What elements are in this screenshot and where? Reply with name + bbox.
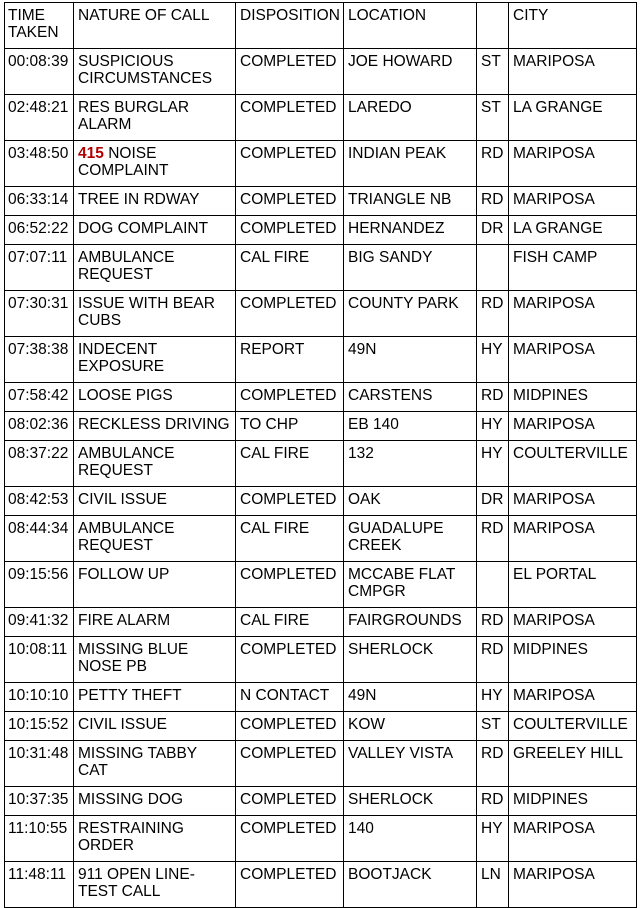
cell-nature: CIVIL ISSUE: [74, 712, 236, 741]
cell-location: JOE HOWARD: [344, 49, 477, 95]
cell-location: SHERLOCK: [344, 637, 477, 683]
cell-time: 10:15:52: [5, 712, 74, 741]
cell-time: 02:48:21: [5, 95, 74, 141]
cell-nature: PETTY THEFT: [74, 683, 236, 712]
cell-suffix: HY: [477, 441, 509, 487]
cell-city: EL PORTAL: [509, 562, 637, 608]
call-log-table: [4, 2, 637, 908]
cell-nature: TREE IN RDWAY: [74, 187, 236, 216]
cell-location: 132: [344, 441, 477, 487]
cell-location: COUNTY PARK: [344, 291, 477, 337]
table-row: [5, 487, 637, 516]
cell-disposition: COMPLETED: [236, 712, 344, 741]
table-row: [5, 441, 637, 487]
cell-time: 10:37:35: [5, 787, 74, 816]
cell-nature: MISSING TABBY CAT: [74, 741, 236, 787]
cell-city: MIDPINES: [509, 637, 637, 683]
nature-text: NOISE COMPLAINT: [78, 145, 169, 179]
cell-city: FISH CAMP: [509, 245, 637, 291]
cell-suffix: RD: [477, 516, 509, 562]
cell-nature: [74, 141, 236, 187]
cell-city: MARIPOSA: [509, 187, 637, 216]
cell-city: COULTERVILLE: [509, 441, 637, 487]
table-row: [5, 787, 637, 816]
cell-location: VALLEY VISTA: [344, 741, 477, 787]
cell-location: BOOTJACK: [344, 862, 477, 908]
table-row: [5, 712, 637, 741]
cell-disposition: CAL FIRE: [236, 441, 344, 487]
cell-suffix: [477, 562, 509, 608]
cell-time: 11:10:55: [5, 816, 74, 862]
cell-nature: SUSPICIOUS CIRCUMSTANCES: [74, 49, 236, 95]
cell-disposition: COMPLETED: [236, 187, 344, 216]
cell-location: BIG SANDY: [344, 245, 477, 291]
table-row: [5, 816, 637, 862]
cell-city: MARIPOSA: [509, 862, 637, 908]
cell-disposition: TO CHP: [236, 412, 344, 441]
cell-disposition: CAL FIRE: [236, 608, 344, 637]
header-time-taken: TIME TAKEN: [5, 3, 74, 49]
cell-nature: AMBULANCE REQUEST: [74, 245, 236, 291]
cell-location: 49N: [344, 337, 477, 383]
cell-city: LA GRANGE: [509, 216, 637, 245]
cell-disposition: COMPLETED: [236, 291, 344, 337]
table-row: [5, 516, 637, 562]
cell-location: 49N: [344, 683, 477, 712]
table-row: [5, 49, 637, 95]
cell-suffix: RD: [477, 608, 509, 637]
cell-location: CARSTENS: [344, 383, 477, 412]
cell-time: 07:07:11: [5, 245, 74, 291]
cell-nature: ISSUE WITH BEAR CUBS: [74, 291, 236, 337]
cell-suffix: RD: [477, 383, 509, 412]
cell-suffix: [477, 245, 509, 291]
cell-city: MARIPOSA: [509, 291, 637, 337]
cell-nature: INDECENT EXPOSURE: [74, 337, 236, 383]
cell-suffix: RD: [477, 741, 509, 787]
cell-location: HERNANDEZ: [344, 216, 477, 245]
cell-disposition: COMPLETED: [236, 562, 344, 608]
cell-disposition: REPORT: [236, 337, 344, 383]
cell-disposition: COMPLETED: [236, 862, 344, 908]
table-row: [5, 608, 637, 637]
cell-city: MARIPOSA: [509, 49, 637, 95]
cell-location: EB 140: [344, 412, 477, 441]
cell-suffix: DR: [477, 216, 509, 245]
nature-code: 415: [78, 145, 104, 162]
cell-suffix: RD: [477, 141, 509, 187]
cell-disposition: CAL FIRE: [236, 245, 344, 291]
cell-time: 08:44:34: [5, 516, 74, 562]
header-location: LOCATION: [344, 3, 477, 49]
table-row: [5, 187, 637, 216]
cell-disposition: COMPLETED: [236, 49, 344, 95]
cell-suffix: RD: [477, 187, 509, 216]
cell-time: 00:08:39: [5, 49, 74, 95]
cell-nature: MISSING DOG: [74, 787, 236, 816]
table-row: [5, 562, 637, 608]
cell-nature: RES BURGLAR ALARM: [74, 95, 236, 141]
cell-time: 08:37:22: [5, 441, 74, 487]
table-row: [5, 683, 637, 712]
cell-suffix: HY: [477, 337, 509, 383]
cell-location: FAIRGROUNDS: [344, 608, 477, 637]
cell-suffix: DR: [477, 487, 509, 516]
header-row: [5, 3, 637, 49]
table-row: [5, 291, 637, 337]
cell-disposition: COMPLETED: [236, 141, 344, 187]
call-log-body: [5, 3, 637, 908]
cell-city: MARIPOSA: [509, 516, 637, 562]
table-row: [5, 141, 637, 187]
cell-nature: CIVIL ISSUE: [74, 487, 236, 516]
cell-city: MARIPOSA: [509, 337, 637, 383]
cell-time: 09:15:56: [5, 562, 74, 608]
cell-suffix: ST: [477, 49, 509, 95]
cell-city: MARIPOSA: [509, 141, 637, 187]
cell-location: 140: [344, 816, 477, 862]
table-row: [5, 862, 637, 908]
cell-location: LAREDO: [344, 95, 477, 141]
cell-city: MIDPINES: [509, 787, 637, 816]
cell-nature: AMBULANCE REQUEST: [74, 516, 236, 562]
cell-disposition: COMPLETED: [236, 383, 344, 412]
cell-disposition: COMPLETED: [236, 487, 344, 516]
cell-time: 10:08:11: [5, 637, 74, 683]
cell-time: 11:48:11: [5, 862, 74, 908]
cell-suffix: LN: [477, 862, 509, 908]
cell-time: 06:33:14: [5, 187, 74, 216]
table-row: [5, 95, 637, 141]
cell-suffix: ST: [477, 95, 509, 141]
cell-disposition: COMPLETED: [236, 637, 344, 683]
cell-time: 07:38:38: [5, 337, 74, 383]
cell-disposition: COMPLETED: [236, 787, 344, 816]
cell-suffix: RD: [477, 291, 509, 337]
cell-location: GUADALUPE CREEK: [344, 516, 477, 562]
cell-time: 07:58:42: [5, 383, 74, 412]
cell-time: 10:10:10: [5, 683, 74, 712]
cell-location: OAK: [344, 487, 477, 516]
cell-location: MCCABE FLAT CMPGR: [344, 562, 477, 608]
cell-nature: AMBULANCE REQUEST: [74, 441, 236, 487]
cell-nature: MISSING BLUE NOSE PB: [74, 637, 236, 683]
table-row: [5, 245, 637, 291]
cell-suffix: HY: [477, 412, 509, 441]
cell-suffix: ST: [477, 712, 509, 741]
call-log-container: [4, 2, 637, 908]
header-city: CITY: [509, 3, 637, 49]
header-disposition: DISPOSITION: [236, 3, 344, 49]
cell-suffix: RD: [477, 637, 509, 683]
table-row: [5, 637, 637, 683]
cell-time: 06:52:22: [5, 216, 74, 245]
cell-disposition: N CONTACT: [236, 683, 344, 712]
cell-city: LA GRANGE: [509, 95, 637, 141]
cell-city: MARIPOSA: [509, 412, 637, 441]
cell-city: MIDPINES: [509, 383, 637, 412]
cell-disposition: COMPLETED: [236, 216, 344, 245]
cell-disposition: CAL FIRE: [236, 516, 344, 562]
cell-time: 10:31:48: [5, 741, 74, 787]
table-row: [5, 741, 637, 787]
cell-location: KOW: [344, 712, 477, 741]
cell-disposition: COMPLETED: [236, 741, 344, 787]
cell-nature: FOLLOW UP: [74, 562, 236, 608]
cell-time: 07:30:31: [5, 291, 74, 337]
cell-suffix: HY: [477, 816, 509, 862]
cell-time: 03:48:50: [5, 141, 74, 187]
cell-nature: RECKLESS DRIVING: [74, 412, 236, 441]
cell-time: 08:42:53: [5, 487, 74, 516]
cell-city: GREELEY HILL: [509, 741, 637, 787]
header-suffix: [477, 3, 509, 49]
table-row: [5, 216, 637, 245]
header-nature-of-call: NATURE OF CALL: [74, 3, 236, 49]
cell-suffix: HY: [477, 683, 509, 712]
cell-disposition: COMPLETED: [236, 816, 344, 862]
cell-city: MARIPOSA: [509, 487, 637, 516]
cell-city: MARIPOSA: [509, 816, 637, 862]
cell-disposition: COMPLETED: [236, 95, 344, 141]
table-row: [5, 383, 637, 412]
table-row: [5, 337, 637, 383]
cell-suffix: RD: [477, 787, 509, 816]
cell-nature: RESTRAINING ORDER: [74, 816, 236, 862]
cell-time: 09:41:32: [5, 608, 74, 637]
cell-city: MARIPOSA: [509, 608, 637, 637]
cell-time: 08:02:36: [5, 412, 74, 441]
cell-nature: LOOSE PIGS: [74, 383, 236, 412]
cell-nature: 911 OPEN LINE-TEST CALL: [74, 862, 236, 908]
cell-city: COULTERVILLE: [509, 712, 637, 741]
cell-nature: FIRE ALARM: [74, 608, 236, 637]
cell-location: SHERLOCK: [344, 787, 477, 816]
cell-location: INDIAN PEAK: [344, 141, 477, 187]
table-row: [5, 412, 637, 441]
cell-location: TRIANGLE NB: [344, 187, 477, 216]
cell-nature: DOG COMPLAINT: [74, 216, 236, 245]
cell-city: MARIPOSA: [509, 683, 637, 712]
